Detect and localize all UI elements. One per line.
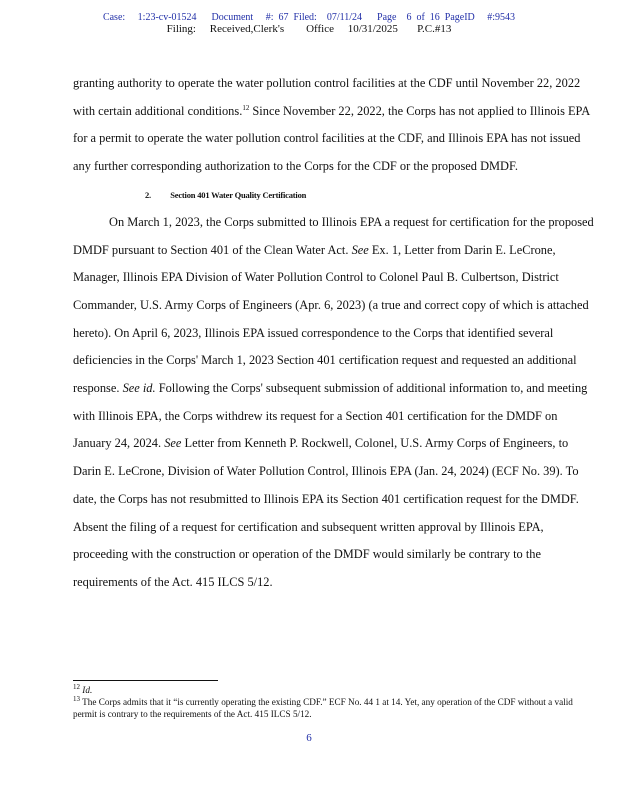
paragraph-text-a: On March 1, 2023, the Corps submitted to Illinois EPA a request for certification for the proposed DMDF pursuant to Section 401 of the Clean Water Act. <box>73 214 594 257</box>
paragraph-text-c: Following the Corps' subsequent submission of additional information to, and meeting with Illinois EPA, the Corps withdrew its request for a Section 401 certification for the DMDF on January 24, 2024. <box>73 381 588 451</box>
paragraph-permit-history <box>73 70 598 181</box>
paragraph-text-d: Letter from Kenneth P. Rockwell, Colonel, U.S. Army Corps of Engineers, to Darin E. LeCrone, Division of Water Pollution Control, Illinois EPA (Jan. 24, 2024) (ECF No. 39). To date, the Corps has not resubmitted to Illinois EPA its Section 401 certification request for the DMDF. Absent the filing of a request for certification and subsequent written approval by Illinois EPA, proceeding with the construction or operation of the DMDF would similarly be contrary to the requirements of the Act. 415 ILCS 5/12. <box>73 436 579 589</box>
paragraph-section-401 <box>73 209 598 597</box>
case-header-stamp: Case: 1:23-cv-01524 Document #: 67 Filed: 07/11/24 Page 6 of 16 PageID #:9543 <box>102 12 516 23</box>
paragraph-text-cont: Since November 22, 2022, the Corps has not applied to Illinois EPA for a permit to operate the water pollution control facilities at the CDF, and Illinois EPA has not issued any further corresponding authorization to the Corps for the CDF or the proposed DMDF. <box>73 103 590 174</box>
citation-signal-2: See <box>164 436 182 451</box>
section-number: 2. <box>145 189 151 200</box>
citation-signal: See <box>351 242 369 257</box>
footnote-number: 12 <box>73 682 80 691</box>
paragraph-text-b: Ex. 1, Letter from Darin E. LeCrone, Manager, Illinois EPA Division of Water Pollution Control to Colonel Paul B. Culbertson, District Commander, U.S. Army Corps of Engineers (Apr. 6, 2023) (a true and correct copy of which is attached hereto). On April 6, 2023, Illinois EPA issued correspondence to the Corps that identified several deficiencies in the Corps' March 1, 2023 Section 401 certification request and requested an additional response. <box>73 242 589 396</box>
footnote-ref-12: 12 <box>242 103 250 112</box>
citation-signal-id: See id. <box>122 381 156 396</box>
page-number: 6 <box>306 732 312 744</box>
footnote-text: Id. <box>82 685 93 695</box>
document-body <box>73 70 598 597</box>
footnote-number: 13 <box>73 694 80 703</box>
footnotes <box>73 684 573 720</box>
footnote-13 <box>73 696 573 720</box>
footnote-text: The Corps admits that it “is currently operating the existing CDF.” ECF No. 44 1 at 14. Yet, any operation of the CDF without a valid permit is contrary to the requirements of the Act. 415 ILCS 5/12. <box>73 697 573 719</box>
filing-header-stamp: Filing: Received,Clerk's Office 10/31/2025 P.C.#13 <box>166 23 452 35</box>
footnote-12 <box>73 684 573 696</box>
section-title: Section 401 Water Quality Certification <box>170 189 307 200</box>
footnote-divider <box>73 680 218 681</box>
section-heading <box>73 181 598 209</box>
paragraph-text: granting authority to operate the water pollution control facilities at the CDF until November 22, 2022 with certain additional conditions. <box>73 76 581 118</box>
